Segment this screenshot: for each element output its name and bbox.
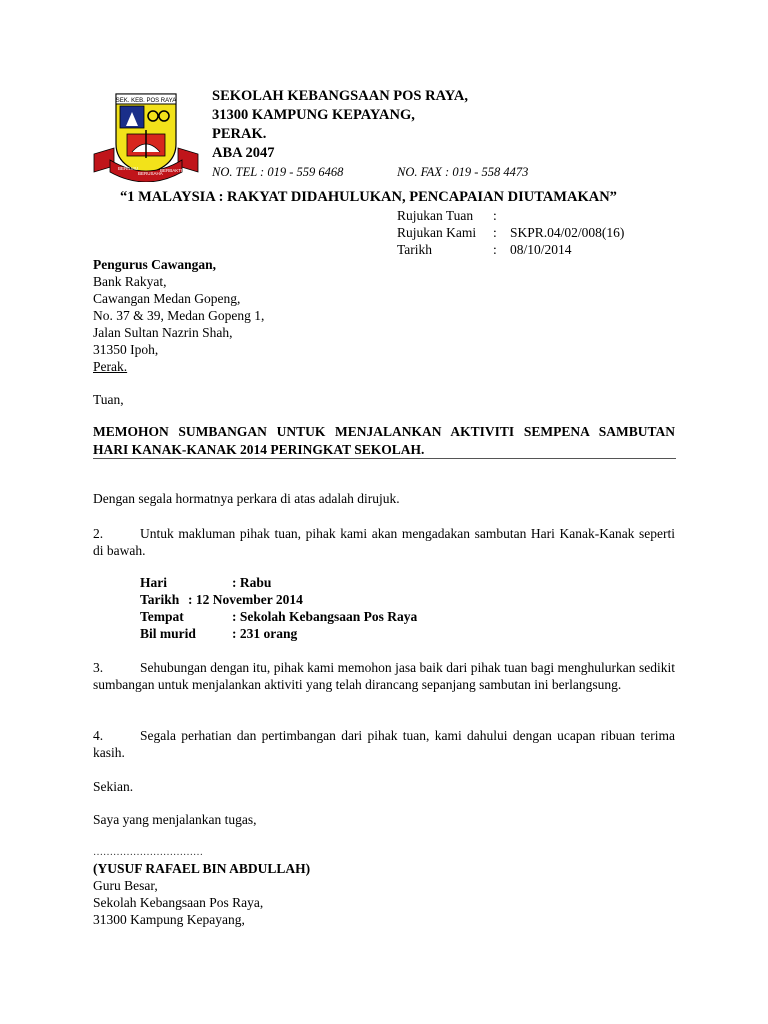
signatory-name: (YUSUF RAFAEL BIN ABDULLAH) (93, 861, 311, 876)
school-fax: NO. FAX : 019 - 558 4473 (397, 165, 529, 179)
para2-number: 2. (93, 526, 104, 541)
para4-text: Segala perhatian dan pertimbangan dari pihak tuan, kami dahului dengan ucapan ribuan terima kasih. (93, 728, 675, 760)
event-label: Hari (140, 575, 167, 590)
event-value: : Rabu (232, 575, 272, 590)
signature-dots: …………………………… (93, 847, 203, 858)
recipient-title: Pengurus Cawangan, (93, 257, 217, 272)
event-details (140, 574, 540, 644)
recipient-line: Jalan Sultan Nazrin Shah, (93, 325, 233, 340)
event-label: Tarikh (140, 592, 180, 607)
event-value: : 231 orang (232, 626, 298, 641)
school-crest-logo (92, 86, 200, 182)
logo-ribbon-text-2: BERUSAHA (138, 171, 163, 176)
salutation: Tuan, (93, 392, 124, 407)
ref-colon-kami: : (493, 225, 497, 240)
signatory-school: Sekolah Kebangsaan Pos Raya, (93, 895, 264, 910)
school-address: 31300 KAMPUNG KEPAYANG, (212, 107, 415, 123)
closing-sekian: Sekian. (93, 779, 134, 794)
subject-divider (93, 458, 676, 459)
ref-label-tuan: Rujukan Tuan (397, 208, 474, 223)
signatory-address: 31300 Kampung Kepayang, (93, 912, 245, 927)
motto: “1 MALAYSIA : RAKYAT DIDAHULUKAN, PENCAPAIAN DIUTAMAKAN” (120, 189, 617, 205)
ref-label-kami: Rujukan Kami (397, 225, 477, 240)
logo-top-text: SEK. KEB. POS RAYA (115, 98, 177, 104)
ref-colon-tuan: : (493, 208, 497, 223)
para3-text: Sehubungan dengan itu, pihak kami memohon jasa baik dari pihak tuan bagi menghulurkan sedikit sumbangan untuk menjalankan aktiviti yang telah dirancang sepanjang sambutan ini berlangsung. (93, 660, 675, 692)
school-name: SEKOLAH KEBANGSAAN POS RAYA, (212, 88, 468, 104)
para4-number: 4. (93, 728, 104, 743)
event-value: : 12 November 2014 (188, 592, 303, 607)
logo-ribbon-text-1: BERILMU (118, 166, 139, 171)
recipient-line: 31350 Ipoh, (93, 342, 159, 357)
para3-number: 3. (93, 660, 104, 675)
school-tel: NO. TEL : 019 - 559 6468 (212, 165, 344, 179)
event-label: Tempat (140, 609, 184, 624)
closing-duty: Saya yang menjalankan tugas, (93, 812, 257, 827)
ref-value-tarikh: 08/10/2014 (510, 242, 572, 257)
event-label: Bil murid (140, 626, 196, 641)
recipient-line: Cawangan Medan Gopeng, (93, 291, 241, 306)
school-state: PERAK. (212, 126, 267, 142)
ref-colon-tarikh: : (493, 242, 497, 257)
school-code: ABA 2047 (212, 145, 275, 161)
opening-paragraph: Dengan segala hormatnya perkara di atas adalah dirujuk. (93, 491, 400, 506)
recipient-line: Bank Rakyat, (93, 274, 167, 289)
signatory-position: Guru Besar, (93, 878, 158, 893)
ref-label-tarikh: Tarikh (397, 242, 433, 257)
ref-value-kami: SKPR.04/02/008(16) (510, 225, 625, 240)
para2-text: Untuk makluman pihak tuan, pihak kami akan mengadakan sambutan Hari Kanak-Kanak seperti di bawah. (93, 526, 675, 558)
letter-subject: MEMOHON SUMBANGAN UNTUK MENJALANKAN AKTIVITI SEMPENA SAMBUTAN HARI KANAK-KANAK 2014 PERINGKAT SEKOLAH. (93, 424, 675, 457)
logo-ribbon-text-3: BERBAKTI (160, 168, 183, 173)
recipient-line: No. 37 & 39, Medan Gopeng 1, (93, 308, 265, 323)
event-value: : Sekolah Kebangsaan Pos Raya (232, 609, 418, 624)
recipient-line: Perak. (93, 359, 128, 374)
